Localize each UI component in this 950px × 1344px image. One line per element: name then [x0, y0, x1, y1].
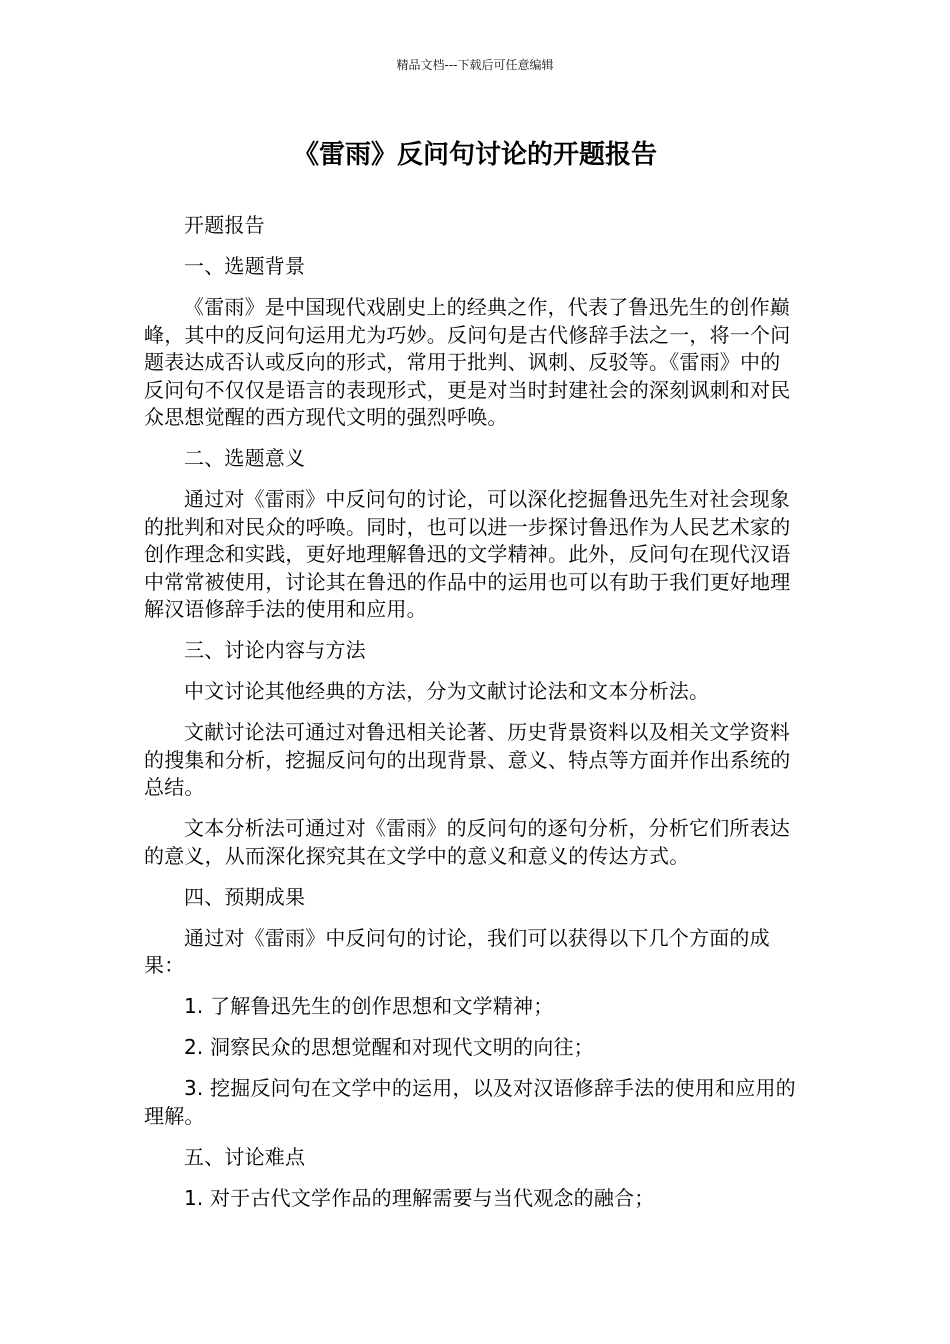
paragraph-significance: 通过对《雷雨》中反问句的讨论，可以深化挖掘鲁迅先生对社会现象的批判和对民众的呼唤。同时，也可以进一步探讨鲁迅作为人民艺术家的创作理念和实践，更好地理解鲁迅的文学精神。此外，反问句在现代汉语中常常被使用，讨论其在鲁迅的作品中的运用也可以有助于我们更好地理解汉语修辞手法的使用和应用。: [144, 487, 791, 621]
paragraph-methods-intro: 中文讨论其他经典的方法，分为文献讨论法和文本分析法。: [184, 679, 710, 703]
paragraph-background: 《雷雨》是中国现代戏剧史上的经典之作，代表了鲁迅先生的创作巅峰，其中的反问句运用尤为巧妙。反问句是古代修辞手法之一，将一个问题表达成否认或反向的形式，常用于批判、讽刺、反驳等。《雷雨》中的反问句不仅仅是语言的表现形式，更是对当时封建社会的深刻讽刺和对民众思想觉醒的西方现代文明的强烈呼唤。: [144, 295, 791, 429]
document-title: 《雷雨》反问句讨论的开题报告: [292, 140, 657, 170]
heading-background: 一、选题背景: [184, 254, 306, 278]
paragraph-results-intro: 通过对《雷雨》中反问句的讨论，我们可以获得以下几个方面的成果：: [144, 925, 770, 977]
heading-content-methods: 三、讨论内容与方法: [184, 638, 366, 662]
heading-difficulties: 五、讨论难点: [184, 1144, 306, 1169]
paragraph-literature-method: 文献讨论法可通过对鲁迅相关论著、历史背景资料以及相关文学资料的搜集和分析，挖掘反问句的出现背景、意义、特点等方面并作出系统的总结。: [144, 720, 791, 799]
section-label-report: 开题报告: [184, 213, 265, 237]
heading-expected-results: 四、预期成果: [184, 884, 306, 909]
list-item-difficulty-1: 1. 对于古代文学作品的理解需要与当代观念的融合；: [184, 1185, 655, 1210]
header-note: 精品文档---下载后可任意编辑: [396, 58, 554, 72]
list-item-result-1: 1. 了解鲁迅先生的创作思想和文学精神；: [184, 994, 554, 1018]
paragraph-text-analysis-method: 文本分析法可通过对《雷雨》的反问句的逐句分析，分析它们所表达的意义，从而深化探究其在文学中的意义和意义的传达方式。: [144, 816, 790, 868]
heading-significance: 二、选题意义: [184, 446, 306, 470]
list-item-result-2: 2. 洞察民众的思想觉醒和对现代文明的向往；: [184, 1035, 594, 1059]
list-item-result-3: 3. 挖掘反问句在文学中的运用，以及对汉语修辞手法的使用和应用的理解。: [144, 1076, 796, 1128]
document-body: [144, 212, 800, 1226]
